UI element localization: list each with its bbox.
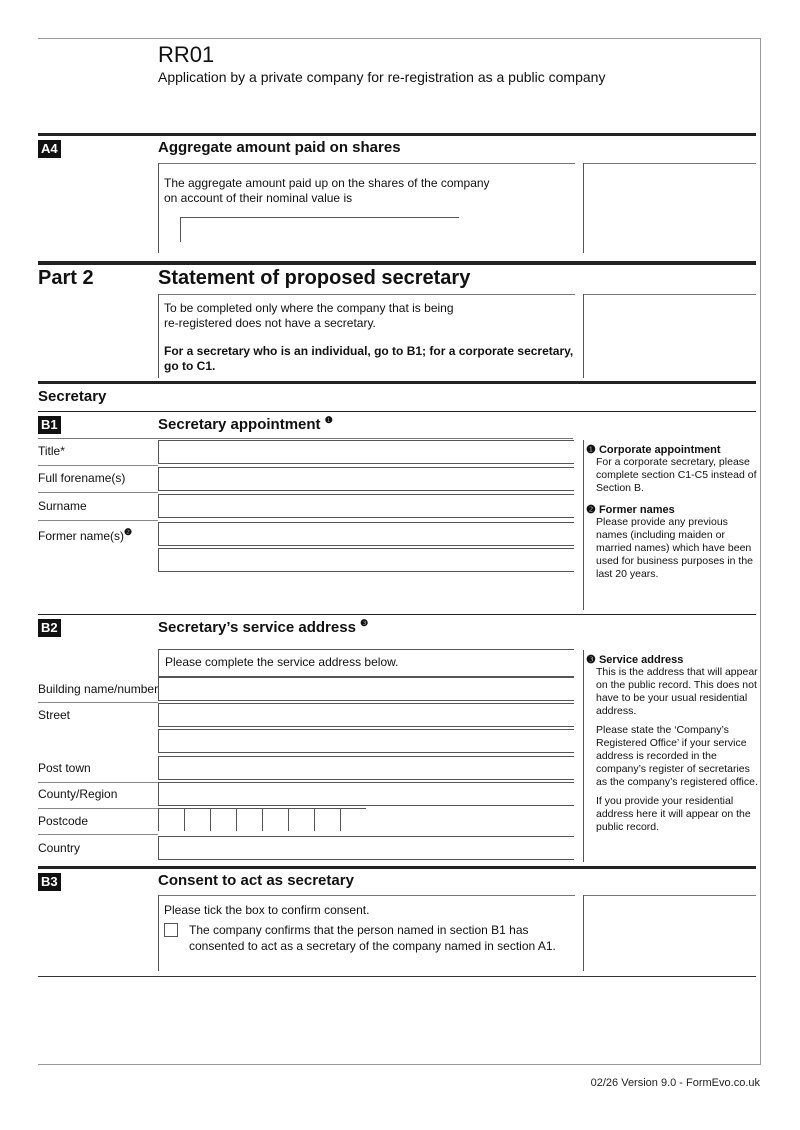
b3-note-top: [583, 895, 756, 896]
consent-prompt: Please tick the box to confirm consent.: [164, 903, 370, 917]
b1-fields-top: [38, 438, 573, 439]
form-code: RR01: [158, 42, 215, 67]
b2-title-text: Secretary’s service address: [158, 619, 356, 636]
b1-notes: [586, 443, 758, 581]
a4-box-left: [158, 163, 159, 253]
title-row-line: [38, 465, 158, 466]
b2-note: [586, 653, 758, 834]
top-border: [38, 38, 761, 39]
b2-tag: B2: [38, 619, 61, 637]
bottom-border: [38, 1064, 761, 1065]
part2-rule: [38, 261, 756, 265]
surname-label: Surname: [38, 499, 87, 513]
footer-version: 02/26 Version 9.0 - FormEvo.co.uk: [590, 1077, 760, 1089]
title-label: Title*: [38, 444, 65, 458]
note-corporate-heading: [586, 443, 758, 456]
b3-rule: [38, 866, 756, 869]
form-title: Application by a private company for re-registration as a public company: [158, 69, 606, 85]
note-2-heading-text: Former names: [598, 504, 675, 516]
a4-description: The aggregate amount paid up on the shares of the company on account of their nominal value is: [164, 176, 490, 205]
street-label: Street: [38, 708, 71, 722]
a4-box-top: [158, 163, 575, 164]
postcode-label: Postcode: [38, 814, 89, 828]
former-names-label: [38, 527, 132, 543]
b2-title: [158, 618, 368, 636]
postcode-char-1[interactable]: [158, 808, 184, 831]
postcode-char-4[interactable]: [236, 808, 262, 831]
note-corporate-appointment: [586, 443, 758, 495]
county-label: County/Region: [38, 787, 118, 801]
postcode-char-2[interactable]: [184, 808, 210, 831]
b3-note-left: [583, 895, 584, 971]
postcode-row-line: [38, 834, 158, 835]
forenames-row-line: [38, 492, 158, 493]
street-input-2[interactable]: [158, 729, 574, 753]
b3-box-top: [158, 895, 575, 896]
title-input[interactable]: [158, 440, 574, 464]
part2-box-top: [158, 294, 575, 295]
part2-title: Statement of proposed secretary: [158, 267, 471, 289]
b1-note-left: [583, 440, 584, 610]
surname-row-line: [38, 520, 158, 521]
a4-title: Aggregate amount paid on shares: [158, 139, 401, 156]
county-row-line: [38, 808, 158, 809]
post-town-row-line: [38, 782, 158, 783]
b1-note-marker-icon: ❶: [324, 415, 333, 425]
surname-input[interactable]: [158, 494, 574, 518]
county-input[interactable]: [158, 782, 574, 806]
note-former-names: [586, 503, 758, 581]
former-names-label-text: Former name(s): [38, 529, 125, 543]
note-3-para-1: This is the address that will appear on the public record. This does not have to be your usual residential address.: [596, 666, 758, 717]
a4-rule: [38, 133, 756, 136]
postcode-char-3[interactable]: [210, 808, 236, 831]
post-town-label: Post town: [38, 761, 91, 775]
note-3-para-2: Please state the ‘Company’s Registered Office’ if your service address is recorded in the company’s register of secretaries as the company’s registered office.: [596, 724, 758, 788]
note-2-icon: ❷: [586, 504, 596, 516]
b2-rule: [38, 614, 756, 615]
consent-text: The company confirms that the person named in section B1 has consented to act as a secretary of the company named in section A1.: [189, 923, 556, 953]
postcode-char-8[interactable]: [340, 808, 366, 831]
former-names-input-2[interactable]: [158, 548, 574, 572]
note-3-para-3: If you provide your residential address here it will appear on the public record.: [596, 795, 751, 833]
b2-note-marker-icon: ❸: [360, 618, 369, 628]
service-address-prompt: Please complete the service address below.: [165, 655, 399, 669]
country-input[interactable]: [158, 836, 574, 860]
forenames-label: Full forename(s): [38, 471, 126, 485]
b1-rule: [38, 411, 756, 412]
note-2-body: Please provide any previous names (including maiden or married names) which have been used for business purposes in the last 20 years.: [596, 516, 754, 580]
consent-checkbox[interactable]: [164, 923, 178, 937]
country-label: Country: [38, 841, 81, 855]
part2-note-left: [583, 294, 584, 378]
secretary-rule: [38, 381, 756, 384]
a4-note-top: [583, 163, 756, 164]
building-label: Building name/number: [38, 682, 159, 696]
secretary-heading: Secretary: [38, 388, 107, 405]
part2-box-left: [158, 294, 159, 378]
b2-note-left: [583, 650, 584, 862]
postcode-char-7[interactable]: [314, 808, 340, 831]
service-address-prompt-box: [158, 649, 574, 677]
right-border: [760, 38, 761, 1065]
note-former-heading: [586, 503, 758, 516]
building-input[interactable]: [158, 677, 574, 701]
part2-instruction: For a secretary who is an individual, go to B1; for a corporate secretary, go to C1.: [164, 344, 574, 373]
forenames-input[interactable]: [158, 467, 574, 491]
note-1-body: For a corporate secretary, please complete section C1-C5 instead of Section B.: [596, 456, 757, 494]
b3-box-left: [158, 895, 159, 971]
note-1-icon: ❶: [586, 444, 596, 456]
a4-tag: A4: [38, 140, 61, 158]
postcode-char-6[interactable]: [288, 808, 314, 831]
post-town-input[interactable]: [158, 756, 574, 780]
a4-amount-input[interactable]: [180, 217, 459, 242]
postcode-char-5[interactable]: [262, 808, 288, 831]
former-names-note-icon: ❷: [124, 527, 133, 537]
a4-note-left: [583, 163, 584, 253]
part2-intro: To be completed only where the company that is being re-registered does not have a secretary.: [164, 301, 454, 330]
note-1-heading-text: Corporate appointment: [598, 444, 721, 456]
b3-title: Consent to act as secretary: [158, 872, 354, 889]
former-names-input-1[interactable]: [158, 522, 574, 546]
b1-title-text: Secretary appointment: [158, 416, 321, 433]
b1-title: [158, 415, 333, 433]
part2-label: Part 2: [38, 267, 94, 289]
street-input-1[interactable]: [158, 703, 574, 727]
building-row-line: [38, 702, 158, 703]
b1-tag: B1: [38, 416, 61, 434]
note-3-icon: ❸: [586, 654, 596, 666]
note-3-heading-text: Service address: [598, 654, 684, 666]
part2-note-top: [583, 294, 756, 295]
b3-tag: B3: [38, 873, 61, 891]
postcode-input[interactable]: [158, 808, 368, 832]
section-end-rule: [38, 976, 756, 977]
service-address-note-heading: [586, 653, 758, 666]
